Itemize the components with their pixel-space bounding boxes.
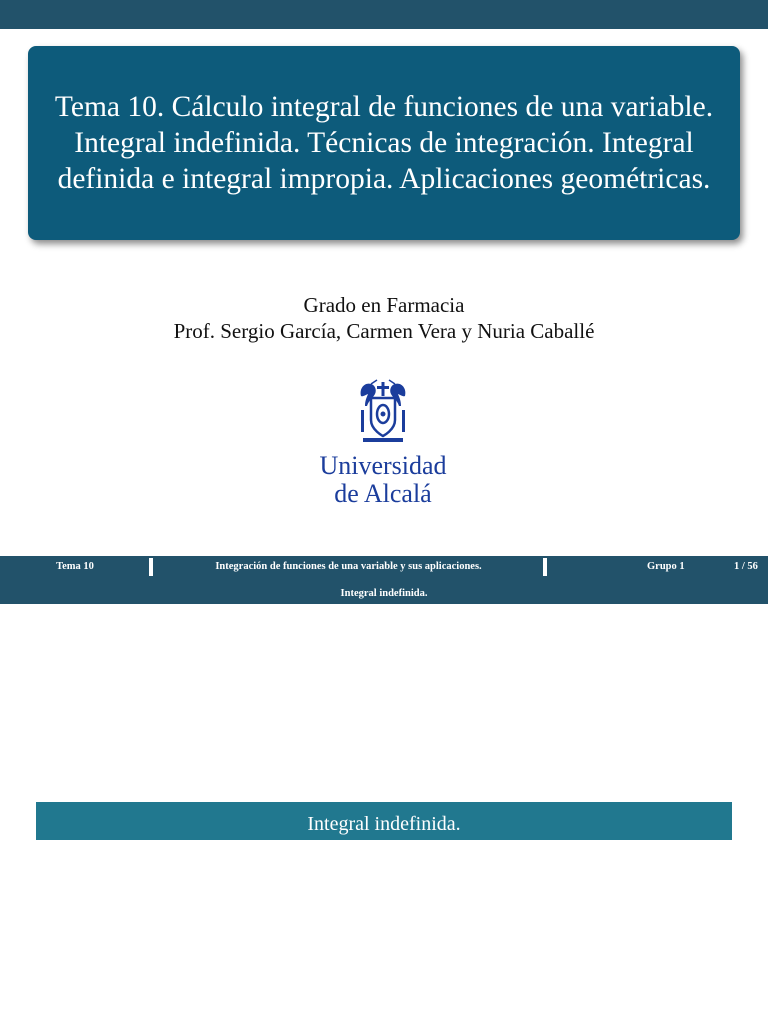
university-logo — [318, 376, 448, 508]
university-name-line2: de Alcalá — [334, 479, 432, 508]
section-title-block: Integral indefinida. — [36, 802, 732, 840]
university-name — [318, 452, 448, 508]
program-name: Grado en Farmacia — [303, 293, 465, 317]
title-block — [28, 46, 740, 240]
footer-course-title: Integración de funciones de una variable y sus aplicaciones. — [215, 561, 482, 572]
footer-bar — [0, 556, 768, 578]
top-header-bar — [0, 0, 768, 29]
university-crest-icon — [355, 376, 411, 446]
footer-page-number: 1 / 56 — [734, 561, 758, 572]
footer-info — [547, 556, 768, 578]
footer-group: Grupo 1 — [647, 561, 685, 572]
university-name-line1: Universidad — [319, 451, 447, 480]
section-header-bar: Integral indefinida. — [0, 578, 768, 604]
slide-title: Tema 10. Cálculo integral de funciones de una variable. Integral indefinida. Técnicas de integración. Integral definida e integral impropia. Aplicaciones geométricas. — [54, 91, 714, 195]
footer-topic: Tema 10 — [56, 561, 94, 572]
authors: Prof. Sergio García, Carmen Vera y Nuria Caballé — [173, 319, 595, 343]
subtitle-block — [0, 292, 768, 344]
